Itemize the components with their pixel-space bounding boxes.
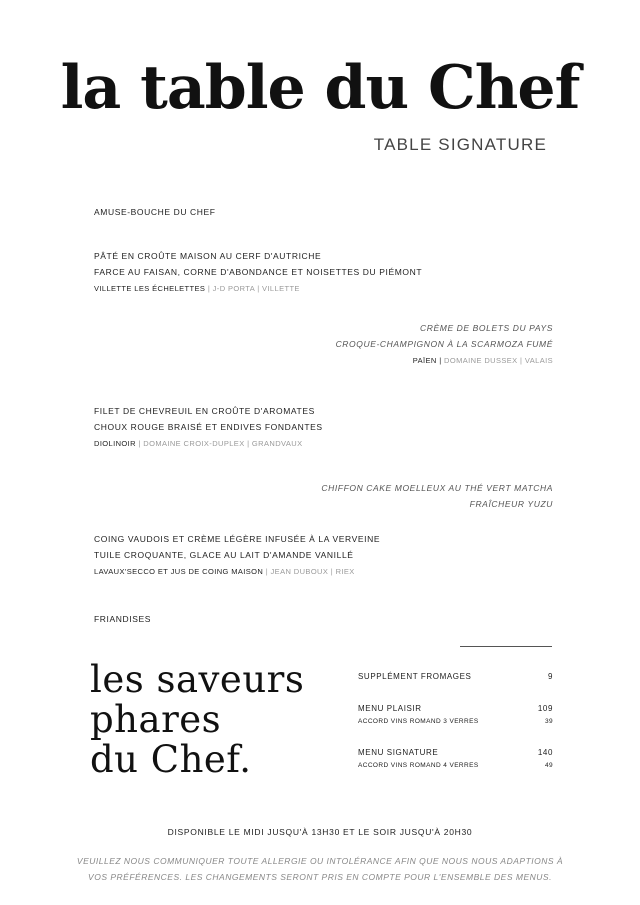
course-2-wine-producer: DOMAINE DUSSEX | VALAIS [444,356,553,365]
course-5-wine-producer: | JEAN DUBOUX | RIEX [265,567,355,576]
course-3-wine [94,437,323,451]
price-signature [358,748,553,769]
course-4-line-1: CHIFFON CAKE MOELLEUX AU THÉ VERT MATCHA [321,483,553,493]
course-1-wine-name: VILLETTE LES ÉCHELETTES [94,284,206,293]
course-1-wine [94,282,422,296]
course-1 [94,249,422,296]
allergy-note-line-1: VEUILLEZ NOUS COMMUNIQUER TOUTE ALLERGIE OU INTOLÉRANCE AFIN QUE NOUS NOUS ADAPTIONS À [76,856,564,866]
course-2-line-2: CROQUE-CHAMPIGNON À LA SCARMOZA FUMÉ [335,338,553,349]
course-1-wine-producer: | J-D PORTA | VILLETTE [207,284,300,293]
slogan [90,660,304,780]
opening-hours: DISPONIBLE LE MIDI JUSQU'À 13H30 ET LE SOIR JUSQU'À 20H30 [167,827,473,837]
price-signature-vins-value: 49 [544,762,553,769]
price-signature-value: 140 [537,748,553,757]
divider [460,646,552,647]
slogan-line-2: phares [90,698,222,741]
friandises: FRIANDISES [94,614,152,624]
price-plaisir-value: 109 [537,704,553,713]
course-1-line-2: FARCE AU FAISAN, CORNE D'ABONDANCE ET NOISETTES DU PIÉMONT [94,266,423,277]
course-2 [336,321,553,368]
course-3 [94,404,323,451]
course-5 [94,532,380,579]
allergy-note-line-2: VOS PRÉFÉRENCES. LES CHANGEMENTS SERONT PRIS EN COMPTE POUR L'ENSEMBLE DES MENUS. [88,872,552,882]
course-2-wine [336,354,553,368]
slogan-line-1: les saveurs [90,658,305,701]
amuse-bouche: AMUSE-BOUCHE DU CHEF [94,207,216,217]
page-subtitle: TABLE SIGNATURE [373,135,547,154]
course-5-line-1: COING VAUDOIS ET CRÈME LÉGÈRE INFUSÉE À LA VERVEINE [94,534,381,544]
price-fromages-label: SUPPLÉMENT FROMAGES [358,672,472,681]
price-plaisir-vins-value: 39 [544,718,553,725]
price-plaisir [358,704,553,725]
allergy-note [60,853,580,885]
slogan-line-3: du Chef. [90,738,252,781]
course-4-line-2: FRAÎCHEUR YUZU [469,498,553,509]
price-signature-vins-label: ACCORD VINS ROMAND 4 VERRES [358,762,479,769]
price-fromages [358,672,553,681]
course-3-line-2: CHOUX ROUGE BRAISÉ ET ENDIVES FONDANTES [94,421,323,432]
course-5-line-2: TUILE CROQUANTE, GLACE AU LAIT D'AMANDE VANILLÉ [94,549,354,560]
course-5-wine [94,565,380,579]
course-2-line-1: CRÈME DE BOLETS DU PAYS [420,323,553,333]
price-plaisir-vins-label: ACCORD VINS ROMAND 3 VERRES [358,718,479,725]
price-plaisir-label: MENU PLAISIR [358,704,422,713]
price-fromages-value: 9 [547,672,553,681]
page-title: la table du Chef [60,53,580,123]
course-2-wine-name: PAÏEN | [412,356,442,365]
price-signature-label: MENU SIGNATURE [358,748,439,757]
course-1-line-1: PÂTÉ EN CROÛTE MAISON AU CERF D'AUTRICHE [94,251,322,261]
course-4 [321,481,553,512]
course-3-wine-name: DIOLINOIR [94,439,136,448]
course-3-wine-producer: | DOMAINE CROIX-DUPLEX | GRANDVAUX [138,439,303,448]
course-5-wine-name: LAVAUX'SECCO ET JUS DE COING MAISON [94,567,264,576]
course-3-line-1: FILET DE CHEVREUIL EN CROÛTE D'AROMATES [94,406,315,416]
